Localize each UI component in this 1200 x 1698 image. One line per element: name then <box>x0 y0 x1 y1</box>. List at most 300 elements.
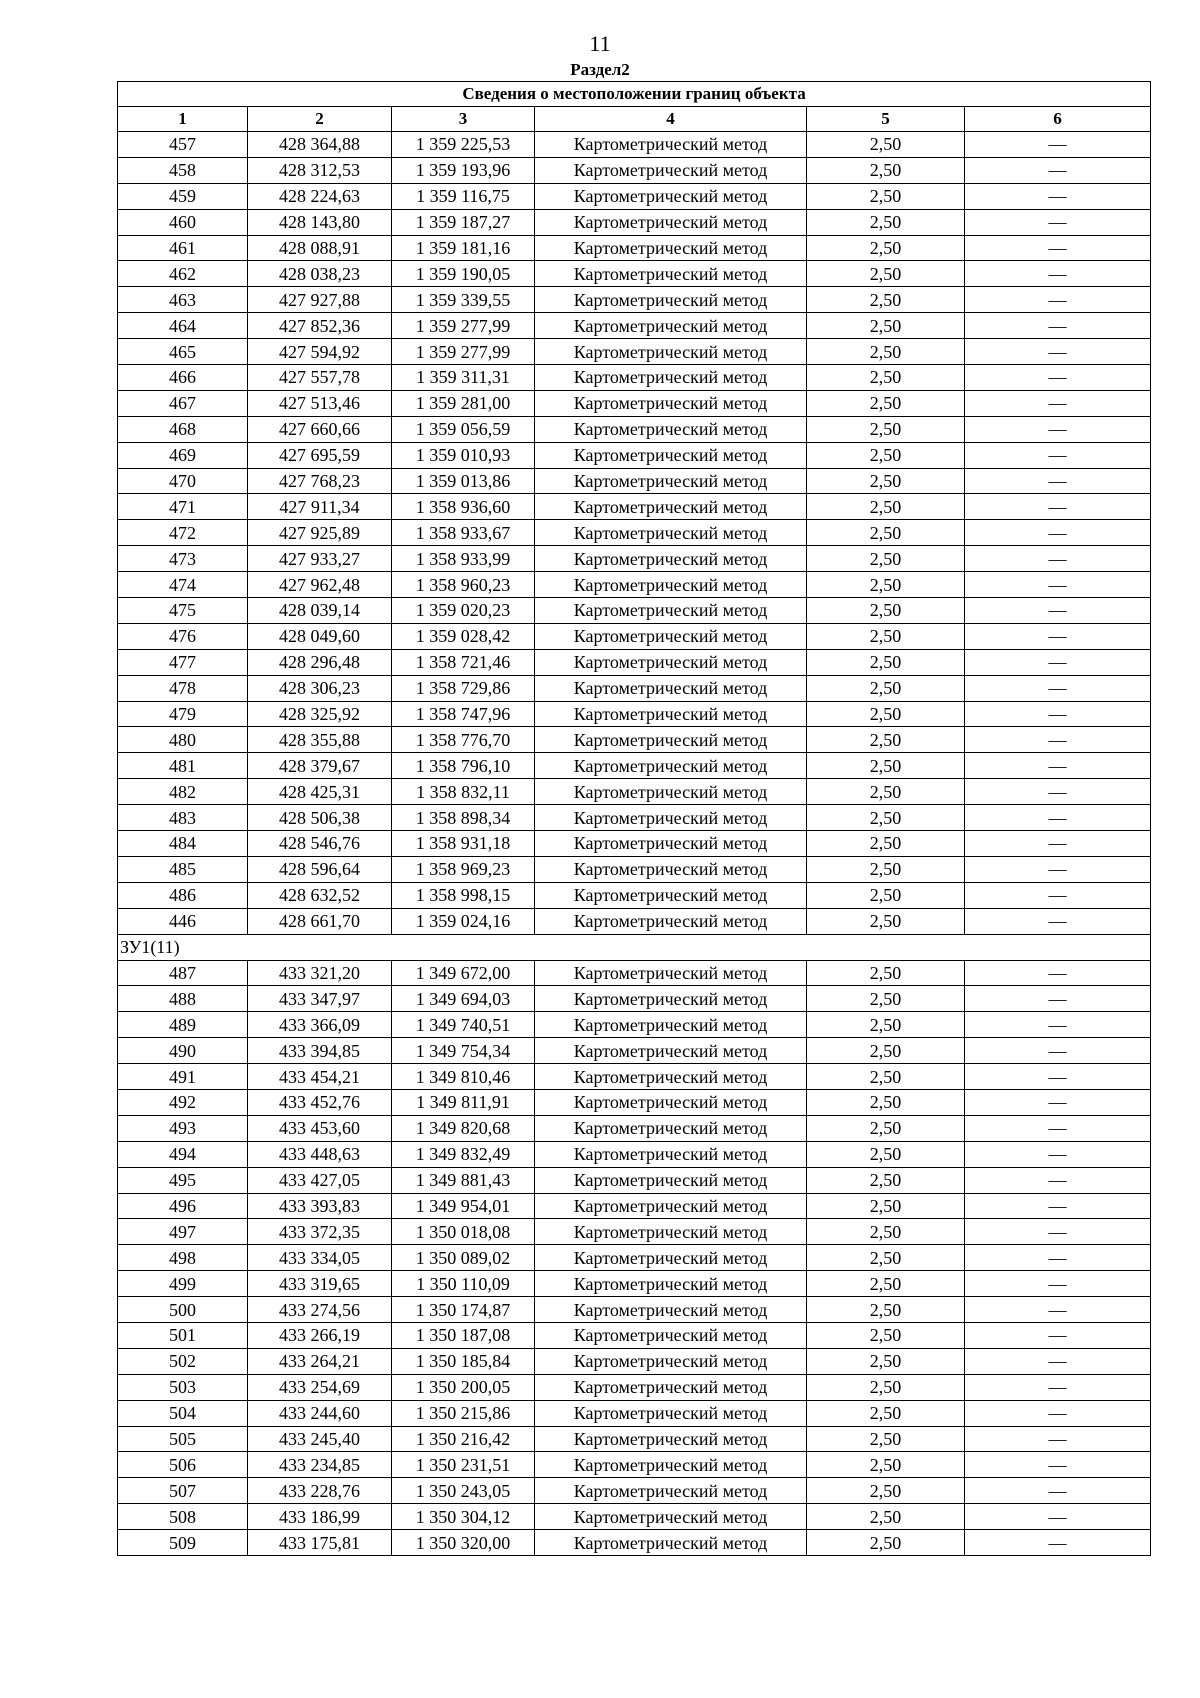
y-coordinate-cell: 1 349 881,43 <box>392 1167 535 1193</box>
x-coordinate-cell: 433 266,19 <box>248 1322 392 1348</box>
x-coordinate-cell: 427 962,48 <box>248 572 392 598</box>
description-cell: — <box>965 960 1151 986</box>
y-coordinate-cell: 1 358 931,18 <box>392 831 535 857</box>
table-row <box>118 649 1151 675</box>
point-number-cell: 502 <box>118 1348 248 1374</box>
point-number-cell: 492 <box>118 1089 248 1115</box>
accuracy-cell: 2,50 <box>807 1064 965 1090</box>
x-coordinate-cell: 428 038,23 <box>248 261 392 287</box>
x-coordinate-cell: 428 379,67 <box>248 753 392 779</box>
y-coordinate-cell: 1 359 020,23 <box>392 598 535 624</box>
y-coordinate-cell: 1 358 776,70 <box>392 727 535 753</box>
method-cell: Картометрический метод <box>535 623 807 649</box>
accuracy-cell: 2,50 <box>807 1115 965 1141</box>
description-cell: — <box>965 1348 1151 1374</box>
table-row <box>118 675 1151 701</box>
table-row <box>118 1012 1151 1038</box>
table-row <box>118 287 1151 313</box>
point-number-cell: 480 <box>118 727 248 753</box>
table-row <box>118 1115 1151 1141</box>
point-number-cell: 473 <box>118 546 248 572</box>
point-number-cell: 457 <box>118 132 248 158</box>
table-row <box>118 1322 1151 1348</box>
y-coordinate-cell: 1 358 832,11 <box>392 779 535 805</box>
table-row <box>118 261 1151 287</box>
point-number-cell: 481 <box>118 753 248 779</box>
accuracy-cell: 2,50 <box>807 805 965 831</box>
accuracy-cell: 2,50 <box>807 132 965 158</box>
table-row <box>118 908 1151 934</box>
accuracy-cell: 2,50 <box>807 1038 965 1064</box>
accuracy-cell: 2,50 <box>807 416 965 442</box>
y-coordinate-cell: 1 349 954,01 <box>392 1193 535 1219</box>
method-cell: Картометрический метод <box>535 390 807 416</box>
y-coordinate-cell: 1 359 281,00 <box>392 390 535 416</box>
x-coordinate-cell: 428 632,52 <box>248 882 392 908</box>
x-coordinate-cell: 428 355,88 <box>248 727 392 753</box>
y-coordinate-cell: 1 349 811,91 <box>392 1089 535 1115</box>
accuracy-cell: 2,50 <box>807 1193 965 1219</box>
y-coordinate-cell: 1 350 320,00 <box>392 1530 535 1556</box>
point-number-cell: 494 <box>118 1141 248 1167</box>
method-cell: Картометрический метод <box>535 520 807 546</box>
table-row <box>118 1219 1151 1245</box>
point-number-cell: 462 <box>118 261 248 287</box>
table-row <box>118 856 1151 882</box>
description-cell: — <box>965 1245 1151 1271</box>
point-number-cell: 496 <box>118 1193 248 1219</box>
table-row <box>118 339 1151 365</box>
x-coordinate-cell: 427 594,92 <box>248 339 392 365</box>
method-cell: Картометрический метод <box>535 805 807 831</box>
table-row <box>118 805 1151 831</box>
point-number-cell: 503 <box>118 1374 248 1400</box>
table-body <box>118 132 1151 1556</box>
x-coordinate-cell: 427 925,89 <box>248 520 392 546</box>
accuracy-cell: 2,50 <box>807 287 965 313</box>
method-cell: Картометрический метод <box>535 779 807 805</box>
point-number-cell: 475 <box>118 598 248 624</box>
method-cell: Картометрический метод <box>535 701 807 727</box>
description-cell: — <box>965 520 1151 546</box>
method-cell: Картометрический метод <box>535 183 807 209</box>
method-cell: Картометрический метод <box>535 546 807 572</box>
y-coordinate-cell: 1 350 215,86 <box>392 1400 535 1426</box>
method-cell: Картометрический метод <box>535 1530 807 1556</box>
x-coordinate-cell: 433 347,97 <box>248 986 392 1012</box>
method-cell: Картометрический метод <box>535 494 807 520</box>
description-cell: — <box>965 287 1151 313</box>
y-coordinate-cell: 1 349 832,49 <box>392 1141 535 1167</box>
table-row <box>118 986 1151 1012</box>
description-cell: — <box>965 831 1151 857</box>
point-number-cell: 483 <box>118 805 248 831</box>
accuracy-cell: 2,50 <box>807 365 965 391</box>
accuracy-cell: 2,50 <box>807 442 965 468</box>
column-header: 1 <box>118 107 248 132</box>
description-cell: — <box>965 675 1151 701</box>
point-number-cell: 484 <box>118 831 248 857</box>
x-coordinate-cell: 428 312,53 <box>248 157 392 183</box>
y-coordinate-cell: 1 358 960,23 <box>392 572 535 598</box>
method-cell: Картометрический метод <box>535 1038 807 1064</box>
table-row <box>118 365 1151 391</box>
description-cell: — <box>965 132 1151 158</box>
point-number-cell: 506 <box>118 1452 248 1478</box>
y-coordinate-cell: 1 359 010,93 <box>392 442 535 468</box>
x-coordinate-cell: 427 927,88 <box>248 287 392 313</box>
accuracy-cell: 2,50 <box>807 856 965 882</box>
table-row <box>118 701 1151 727</box>
x-coordinate-cell: 427 933,27 <box>248 546 392 572</box>
accuracy-cell: 2,50 <box>807 339 965 365</box>
point-number-cell: 463 <box>118 287 248 313</box>
section-title: Раздел2 <box>570 60 630 79</box>
description-cell: — <box>965 649 1151 675</box>
x-coordinate-cell: 428 425,31 <box>248 779 392 805</box>
table-row <box>118 1374 1151 1400</box>
description-cell: — <box>965 1400 1151 1426</box>
accuracy-cell: 2,50 <box>807 1452 965 1478</box>
accuracy-cell: 2,50 <box>807 313 965 339</box>
point-number-cell: 478 <box>118 675 248 701</box>
method-cell: Картометрический метод <box>535 1426 807 1452</box>
accuracy-cell: 2,50 <box>807 1348 965 1374</box>
description-cell: — <box>965 701 1151 727</box>
x-coordinate-cell: 433 427,05 <box>248 1167 392 1193</box>
description-cell: — <box>965 753 1151 779</box>
table-row <box>118 494 1151 520</box>
description-cell: — <box>965 313 1151 339</box>
accuracy-cell: 2,50 <box>807 1271 965 1297</box>
x-coordinate-cell: 428 143,80 <box>248 209 392 235</box>
accuracy-cell: 2,50 <box>807 701 965 727</box>
y-coordinate-cell: 1 359 277,99 <box>392 339 535 365</box>
method-cell: Картометрический метод <box>535 1504 807 1530</box>
table-row <box>118 1426 1151 1452</box>
column-header: 2 <box>248 107 392 132</box>
description-cell: — <box>965 623 1151 649</box>
table-row <box>118 779 1151 805</box>
description-cell: — <box>965 1530 1151 1556</box>
table-row <box>118 1271 1151 1297</box>
point-number-cell: 465 <box>118 339 248 365</box>
description-cell: — <box>965 1504 1151 1530</box>
x-coordinate-cell: 433 454,21 <box>248 1064 392 1090</box>
description-cell: — <box>965 1426 1151 1452</box>
table-row <box>118 1193 1151 1219</box>
point-number-cell: 461 <box>118 235 248 261</box>
x-coordinate-cell: 433 452,76 <box>248 1089 392 1115</box>
y-coordinate-cell: 1 358 747,96 <box>392 701 535 727</box>
method-cell: Картометрический метод <box>535 572 807 598</box>
x-coordinate-cell: 433 244,60 <box>248 1400 392 1426</box>
table-caption: Сведения о местоположении границ объекта <box>118 82 1151 107</box>
y-coordinate-cell: 1 350 231,51 <box>392 1452 535 1478</box>
column-header: 5 <box>807 107 965 132</box>
method-cell: Картометрический метод <box>535 753 807 779</box>
description-cell: — <box>965 494 1151 520</box>
method-cell: Картометрический метод <box>535 468 807 494</box>
x-coordinate-cell: 427 513,46 <box>248 390 392 416</box>
description-cell: — <box>965 546 1151 572</box>
table-row <box>118 1478 1151 1504</box>
accuracy-cell: 2,50 <box>807 1426 965 1452</box>
description-cell: — <box>965 986 1151 1012</box>
y-coordinate-cell: 1 359 056,59 <box>392 416 535 442</box>
table-row <box>118 520 1151 546</box>
table-row <box>118 1141 1151 1167</box>
y-coordinate-cell: 1 359 190,05 <box>392 261 535 287</box>
point-number-cell: 491 <box>118 1064 248 1090</box>
y-coordinate-cell: 1 358 933,67 <box>392 520 535 546</box>
point-number-cell: 488 <box>118 986 248 1012</box>
accuracy-cell: 2,50 <box>807 1478 965 1504</box>
x-coordinate-cell: 433 394,85 <box>248 1038 392 1064</box>
method-cell: Картометрический метод <box>535 1452 807 1478</box>
point-number-cell: 474 <box>118 572 248 598</box>
description-cell: — <box>965 390 1151 416</box>
table-row <box>118 1530 1151 1556</box>
y-coordinate-cell: 1 350 200,05 <box>392 1374 535 1400</box>
accuracy-cell: 2,50 <box>807 209 965 235</box>
x-coordinate-cell: 433 453,60 <box>248 1115 392 1141</box>
table-row <box>118 598 1151 624</box>
accuracy-cell: 2,50 <box>807 623 965 649</box>
description-cell: — <box>965 727 1151 753</box>
y-coordinate-cell: 1 350 018,08 <box>392 1219 535 1245</box>
x-coordinate-cell: 433 245,40 <box>248 1426 392 1452</box>
point-number-cell: 487 <box>118 960 248 986</box>
description-cell: — <box>965 1193 1151 1219</box>
y-coordinate-cell: 1 349 754,34 <box>392 1038 535 1064</box>
y-coordinate-cell: 1 358 933,99 <box>392 546 535 572</box>
table-row <box>118 546 1151 572</box>
y-coordinate-cell: 1 350 089,02 <box>392 1245 535 1271</box>
accuracy-cell: 2,50 <box>807 753 965 779</box>
accuracy-cell: 2,50 <box>807 1297 965 1323</box>
y-coordinate-cell: 1 358 796,10 <box>392 753 535 779</box>
x-coordinate-cell: 433 228,76 <box>248 1478 392 1504</box>
point-number-cell: 504 <box>118 1400 248 1426</box>
description-cell: — <box>965 468 1151 494</box>
point-number-cell: 508 <box>118 1504 248 1530</box>
point-number-cell: 460 <box>118 209 248 235</box>
table-caption-row <box>118 82 1151 107</box>
accuracy-cell: 2,50 <box>807 235 965 261</box>
description-cell: — <box>965 598 1151 624</box>
description-cell: — <box>965 1089 1151 1115</box>
description-cell: — <box>965 1167 1151 1193</box>
point-number-cell: 471 <box>118 494 248 520</box>
y-coordinate-cell: 1 349 672,00 <box>392 960 535 986</box>
x-coordinate-cell: 428 546,76 <box>248 831 392 857</box>
point-number-cell: 459 <box>118 183 248 209</box>
method-cell: Картометрический метод <box>535 856 807 882</box>
x-coordinate-cell: 433 448,63 <box>248 1141 392 1167</box>
column-header: 3 <box>392 107 535 132</box>
description-cell: — <box>965 183 1151 209</box>
accuracy-cell: 2,50 <box>807 986 965 1012</box>
table-row <box>118 882 1151 908</box>
description-cell: — <box>965 882 1151 908</box>
accuracy-cell: 2,50 <box>807 546 965 572</box>
method-cell: Картометрический метод <box>535 442 807 468</box>
accuracy-cell: 2,50 <box>807 598 965 624</box>
y-coordinate-cell: 1 359 187,27 <box>392 209 535 235</box>
x-coordinate-cell: 428 661,70 <box>248 908 392 934</box>
accuracy-cell: 2,50 <box>807 1374 965 1400</box>
method-cell: Картометрический метод <box>535 908 807 934</box>
point-number-cell: 476 <box>118 623 248 649</box>
x-coordinate-cell: 433 274,56 <box>248 1297 392 1323</box>
description-cell: — <box>965 157 1151 183</box>
table-row <box>118 727 1151 753</box>
accuracy-cell: 2,50 <box>807 520 965 546</box>
point-number-cell: 493 <box>118 1115 248 1141</box>
x-coordinate-cell: 428 049,60 <box>248 623 392 649</box>
y-coordinate-cell: 1 358 729,86 <box>392 675 535 701</box>
accuracy-cell: 2,50 <box>807 572 965 598</box>
description-cell: — <box>965 1452 1151 1478</box>
accuracy-cell: 2,50 <box>807 1504 965 1530</box>
method-cell: Картометрический метод <box>535 1322 807 1348</box>
accuracy-cell: 2,50 <box>807 261 965 287</box>
accuracy-cell: 2,50 <box>807 1400 965 1426</box>
table-row <box>118 1038 1151 1064</box>
y-coordinate-cell: 1 359 311,31 <box>392 365 535 391</box>
accuracy-cell: 2,50 <box>807 1012 965 1038</box>
x-coordinate-cell: 433 234,85 <box>248 1452 392 1478</box>
y-coordinate-cell: 1 359 116,75 <box>392 183 535 209</box>
method-cell: Картометрический метод <box>535 1245 807 1271</box>
point-number-cell: 482 <box>118 779 248 805</box>
accuracy-cell: 2,50 <box>807 1089 965 1115</box>
point-number-cell: 466 <box>118 365 248 391</box>
x-coordinate-cell: 428 364,88 <box>248 132 392 158</box>
accuracy-cell: 2,50 <box>807 675 965 701</box>
method-cell: Картометрический метод <box>535 1089 807 1115</box>
method-cell: Картометрический метод <box>535 1297 807 1323</box>
table-row <box>118 468 1151 494</box>
y-coordinate-cell: 1 358 936,60 <box>392 494 535 520</box>
description-cell: — <box>965 1271 1151 1297</box>
x-coordinate-cell: 433 175,81 <box>248 1530 392 1556</box>
boundary-coordinates-table <box>117 81 1151 1556</box>
table-row <box>118 1089 1151 1115</box>
y-coordinate-cell: 1 359 339,55 <box>392 287 535 313</box>
x-coordinate-cell: 433 321,20 <box>248 960 392 986</box>
description-cell: — <box>965 1115 1151 1141</box>
point-number-cell: 497 <box>118 1219 248 1245</box>
description-cell: — <box>965 261 1151 287</box>
accuracy-cell: 2,50 <box>807 157 965 183</box>
point-number-cell: 486 <box>118 882 248 908</box>
method-cell: Картометрический метод <box>535 313 807 339</box>
accuracy-cell: 2,50 <box>807 1141 965 1167</box>
method-cell: Картометрический метод <box>535 1400 807 1426</box>
x-coordinate-cell: 428 224,63 <box>248 183 392 209</box>
y-coordinate-cell: 1 358 998,15 <box>392 882 535 908</box>
point-number-cell: 472 <box>118 520 248 546</box>
method-cell: Картометрический метод <box>535 365 807 391</box>
y-coordinate-cell: 1 359 028,42 <box>392 623 535 649</box>
group-row <box>118 934 1151 960</box>
point-number-cell: 468 <box>118 416 248 442</box>
table-row <box>118 313 1151 339</box>
x-coordinate-cell: 427 660,66 <box>248 416 392 442</box>
x-coordinate-cell: 433 372,35 <box>248 1219 392 1245</box>
table-row <box>118 132 1151 158</box>
x-coordinate-cell: 428 296,48 <box>248 649 392 675</box>
method-cell: Картометрический метод <box>535 1348 807 1374</box>
y-coordinate-cell: 1 350 304,12 <box>392 1504 535 1530</box>
x-coordinate-cell: 427 852,36 <box>248 313 392 339</box>
x-coordinate-cell: 433 334,05 <box>248 1245 392 1271</box>
y-coordinate-cell: 1 350 185,84 <box>392 1348 535 1374</box>
x-coordinate-cell: 428 039,14 <box>248 598 392 624</box>
method-cell: Картометрический метод <box>535 1478 807 1504</box>
table-row <box>118 831 1151 857</box>
point-number-cell: 485 <box>118 856 248 882</box>
table-row <box>118 960 1151 986</box>
method-cell: Картометрический метод <box>535 831 807 857</box>
x-coordinate-cell: 428 088,91 <box>248 235 392 261</box>
method-cell: Картометрический метод <box>535 1141 807 1167</box>
accuracy-cell: 2,50 <box>807 882 965 908</box>
table-row <box>118 442 1151 468</box>
description-cell: — <box>965 442 1151 468</box>
x-coordinate-cell: 433 254,69 <box>248 1374 392 1400</box>
accuracy-cell: 2,50 <box>807 1219 965 1245</box>
table-row <box>118 416 1151 442</box>
column-header: 4 <box>535 107 807 132</box>
table-row <box>118 1504 1151 1530</box>
method-cell: Картометрический метод <box>535 209 807 235</box>
method-cell: Картометрический метод <box>535 1115 807 1141</box>
method-cell: Картометрический метод <box>535 986 807 1012</box>
method-cell: Картометрический метод <box>535 649 807 675</box>
y-coordinate-cell: 1 359 193,96 <box>392 157 535 183</box>
y-coordinate-cell: 1 350 174,87 <box>392 1297 535 1323</box>
accuracy-cell: 2,50 <box>807 1322 965 1348</box>
accuracy-cell: 2,50 <box>807 727 965 753</box>
table-row <box>118 1064 1151 1090</box>
description-cell: — <box>965 1141 1151 1167</box>
method-cell: Картометрический метод <box>535 261 807 287</box>
accuracy-cell: 2,50 <box>807 1245 965 1271</box>
point-number-cell: 446 <box>118 908 248 934</box>
y-coordinate-cell: 1 358 969,23 <box>392 856 535 882</box>
x-coordinate-cell: 427 695,59 <box>248 442 392 468</box>
description-cell: — <box>965 235 1151 261</box>
method-cell: Картометрический метод <box>535 157 807 183</box>
x-coordinate-cell: 433 264,21 <box>248 1348 392 1374</box>
x-coordinate-cell: 433 319,65 <box>248 1271 392 1297</box>
accuracy-cell: 2,50 <box>807 183 965 209</box>
method-cell: Картометрический метод <box>535 598 807 624</box>
y-coordinate-cell: 1 349 740,51 <box>392 1012 535 1038</box>
point-number-cell: 490 <box>118 1038 248 1064</box>
table-row <box>118 209 1151 235</box>
x-coordinate-cell: 428 506,38 <box>248 805 392 831</box>
description-cell: — <box>965 1478 1151 1504</box>
table-row <box>118 1348 1151 1374</box>
accuracy-cell: 2,50 <box>807 908 965 934</box>
method-cell: Картометрический метод <box>535 132 807 158</box>
accuracy-cell: 2,50 <box>807 468 965 494</box>
table-row <box>118 1297 1151 1323</box>
